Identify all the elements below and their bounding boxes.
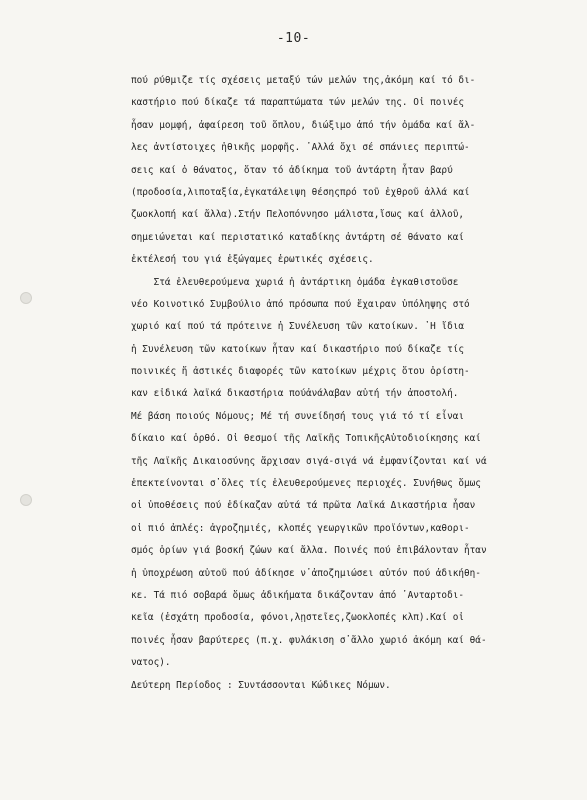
text-line: ἐπεκτείνονται σ᾽ὅλες τίς ἐλευθερούμενες περιοχές. Συνήθως ὅμως bbox=[131, 478, 481, 490]
section-heading: Δεύτερη Περίοδος : Συντάσσονται Κώδικες Νόμων. bbox=[131, 679, 391, 691]
text-line: ποινές ἦσαν βαρύτερες (π.χ. φυλάκιση σ᾽ἄλλο χωριό ἀκόμη καί θά- bbox=[131, 634, 487, 646]
text-line: νατος). bbox=[131, 657, 171, 669]
text-line: ζωοκλοπή καί ἄλλα).Στήν Πελοπόννησο μάλιστα,ἴσως καί ἀλλοῦ, bbox=[131, 209, 465, 221]
text-line: λες ἀντίστοιχες ἠθικῆς μορφῆς. ᾽Αλλά ὄχι σέ σπάνιες περιπτώ- bbox=[131, 142, 470, 154]
text-line: ἡ ὑποχρέωση αὐτοῦ πού ἀδίκησε ν᾽ἀποζημιώσει αὐτόν πού ἀδικήθη- bbox=[131, 567, 481, 579]
punch-hole bbox=[20, 494, 32, 506]
text-line: χωριό καί πού τά πρότεινε ἡ Συνέλευση τῶν κατοίκων. ῾Η ἴδια bbox=[131, 321, 465, 333]
text-line: (προδοσία,λιποταξία,ἐγκατάλειψη θέσηςπρό τοῦ ἐχθροῦ ἀλλά καί bbox=[131, 186, 470, 198]
text-line: πού ρύθμιζε τίς σχέσεις μεταξύ τών μελών της,ἀκόμη καί τό δι- bbox=[131, 75, 476, 86]
text-line: οἱ ὑποθέσεις πού ἐδίκαζαν αὐτά τά πρῶτα Λαϊκά Δικαστήρια ἦσαν bbox=[131, 500, 476, 512]
text-line: ἡ Συνέλευση τῶν κατοίκων ἦταν καί δικαστήριο πού δίκαζε τίς bbox=[131, 343, 465, 355]
text-line: νέο Κοινοτικό Συμβούλιο ἀπό πρόσωπα πού ἔχαιραν ὑπόληψης στό bbox=[131, 298, 470, 310]
page-number: -10- bbox=[276, 31, 311, 46]
body-text bbox=[131, 70, 571, 697]
text-line: καν εἰδικά λαϊκά δικαστήρια πούἀνάλαβαν αὐτή τήν ἀποστολή. bbox=[131, 388, 459, 400]
text-line: ἦσαν μομφή, ἀφαίρεση τοῦ ὅπλου, διώξιμο ἀπό τήν ὁμάδα καί ἄλ- bbox=[131, 119, 476, 131]
text-line: Μέ βάση ποιούς Νόμους; Μέ τή συνείδησή τους γιά τό τί εἶναι bbox=[131, 410, 465, 422]
text-line: Στά ἐλευθερούμενα χωριά ἡ ἀντάρτικη ὁμάδα ἐγκαθιστοῦσε bbox=[131, 276, 459, 288]
text-line: κεῖα (ἐσχάτη προδοσία, φόνοι,λῃστεῖες,ζωοκλοπές κλπ).Καί οἱ bbox=[131, 612, 465, 624]
text-line: τῆς Λαϊκῆς Δικαιοσύνης ἄρχισαν σιγά-σιγά νά ἐμφανίζονται καί νά bbox=[131, 455, 487, 467]
text-line: ἐκτέλεσή του γιά ἐξώγαμες ἐρωτικές σχέσεις. bbox=[131, 254, 374, 266]
text-line: καστήριο πού δίκαζε τά παραπτώματα τών μελών της. Οἱ ποινές bbox=[131, 97, 465, 109]
text-line: σμός ὁρίων γιά βοσκή ζώων καί ἄλλα. Ποινές πού ἐπιβάλονταν ἦταν bbox=[131, 545, 487, 557]
text-line: σεις καί ὁ θάνατος, ὅταν τό ἀδίκημα τοῦ ἀντάρτη ἦταν βαρύ bbox=[131, 164, 453, 176]
text-line: ποινικές ἤ ἀστικές διαφορές τῶν κατοίκων μέχρις ὅτου ὁρίστη- bbox=[131, 366, 470, 378]
punch-hole bbox=[20, 292, 32, 304]
text-line: οἱ πιό ἁπλές: ἀγροζημιές, κλοπές γεωργικῶν προϊόντων,καθορι- bbox=[131, 522, 470, 534]
text-line: σημειώνεται καί περιστατικό καταδίκης ἀντάρτη σέ θάνατο καί bbox=[131, 231, 465, 243]
text-line: κε. Τά πιό σοβαρά ὅμως ἀδικήματα δικάζονταν ἀπό ᾽Ανταρτοδι- bbox=[131, 589, 465, 601]
text-line: δίκαιο καί ὀρθό. Οἱ θεσμοί τῆς Λαϊκῆς ΤοπικῆςΑὐτοδιοίκησης καί bbox=[131, 433, 481, 445]
